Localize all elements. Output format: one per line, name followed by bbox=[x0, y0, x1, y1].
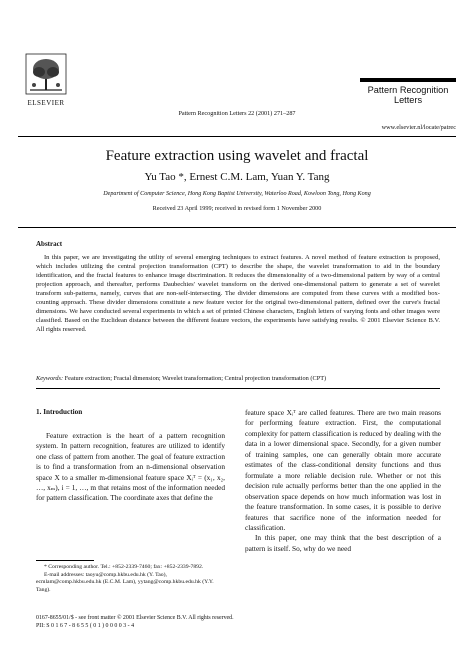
section-heading: 1. Introduction bbox=[36, 408, 83, 416]
intro-paragraph-2: feature space Xᵢᵀ are called features. There are two main reasons for performing feature extraction. First, the computational complexity for pattern classification is reduced by dealing with the data in a lower dimensional space. Secondly, for a given number of training samples, one can generally obtain more accurate estimates of the class-conditional density functions and thus formulate a more reliable decision rule. Whether or not this decision rule actually performs better than the one applied in the observation space depends on how much information was lost in the feature transformation. In some cases, it is possible to derive features that sacrifice none of the information needed for classification. bbox=[245, 408, 441, 532]
journal-reference: Pattern Recognition Letters 22 (2001) 271–287 bbox=[178, 110, 296, 117]
publisher-logo bbox=[20, 52, 72, 107]
elsevier-tree-logo bbox=[24, 52, 68, 98]
keywords bbox=[36, 375, 440, 382]
brand-rule bbox=[360, 78, 456, 82]
footnotes bbox=[36, 564, 225, 594]
left-column bbox=[36, 431, 225, 504]
brand-line1: Pattern Recognition bbox=[367, 85, 449, 95]
footnote-corresponding: * Corresponding author. Tel.: +852-2339-7460; fax: +852-2339-7892. bbox=[44, 564, 204, 570]
publisher-name: ELSEVIER bbox=[27, 99, 65, 107]
author-list: Yu Tao *, Ernest C.M. Lam, Yuan Y. Tang bbox=[144, 171, 330, 183]
journal-url[interactable]: www.elsevier.nl/locate/patrec bbox=[381, 124, 456, 131]
abstract-text: In this paper, we are investigating the utility of several emerging techniques to extract features. A novel method of feature extraction is proposed, which includes utilizing the central projection transformation (CPT) to describe the shape, the wavelet transformation to aid in the boundary identification, and the fractal features to enhance image discrimination. It reduces the dimensionality of a two-dimensional pattern by way of a central projection approach, and thereafter, performs Daubechies' wavelet transform on the derived one-dimensional pattern to generate a set of wavelet transform sub-patterns, namely, curves that are non-self-intersecting. The divider dimensions are computed from these curves with a modified box-counting approach. These divider dimensions constitute a new feature vector for the original two-dimensional pattern, defined over the curve's fractal dimensions. We have conducted several experiments in which a set of printed Chinese characters, English letters of varying fonts and other images were classified. Based on the Euclidean distance between the different feature vectors, the experiments have satisfying results. © 2001 Elsevier Science B.V. All rights reserved. bbox=[36, 254, 440, 334]
intro-paragraph-3: In this paper, one may think that the best description of a pattern is itself. So, why do we need bbox=[245, 533, 441, 553]
keywords-rule bbox=[36, 388, 440, 389]
abstract-rule bbox=[18, 227, 456, 228]
received-dates: Received 23 April 1999; received in revised form 1 November 2000 bbox=[152, 205, 322, 212]
front-matter-line: 0167-8655/01/$ - see front matter © 2001 Elsevier Science B.V. All rights reserved. bbox=[36, 615, 234, 621]
abstract-heading: Abstract bbox=[36, 240, 63, 248]
intro-paragraph-1: Feature extraction is the heart of a pattern recognition system. In pattern recognition, features are utilized to identify one class of pattern from another. The goal of feature extraction is to find a transformation from an n-dimensional observation space X to a smaller m-dimensional feature space Xᵢᵀ = (x₁, x₂, …, xₘ), i = 1, …, m that retains most of the information needed for pattern classification. The coordinate axes that define the bbox=[36, 431, 225, 503]
keywords-text: Feature extraction; Fractal dimension; Wavelet transformation; Central projection transformation (CPT) bbox=[64, 375, 327, 382]
copyright-block bbox=[36, 615, 234, 631]
affiliation: Department of Computer Science, Hong Kong Baptist University, Waterloo Road, Kowloon Tong, Hong Kong bbox=[103, 191, 371, 197]
journal-brand bbox=[360, 78, 456, 105]
right-column bbox=[245, 408, 441, 554]
footnote-rule bbox=[36, 560, 94, 561]
pii-line: PII: S 0 1 6 7 - 8 6 5 5 ( 0 1 ) 0 0 0 0 3 - 4 bbox=[36, 622, 135, 629]
header-rule bbox=[18, 136, 456, 137]
footnote-emails: E-mail addresses: taoyu@comp.hkbu.edu.hk (Y. Tao), ecmlam@comp.hkbu.edu.hk (E.C.M. Lam), yytang@comp.hkbu.edu.hk (Y.Y. Tang). bbox=[36, 571, 214, 593]
paper-title: Feature extraction using wavelet and fractal bbox=[105, 148, 369, 164]
brand-line2: Letters bbox=[393, 95, 423, 105]
keywords-label: Keywords: bbox=[36, 375, 64, 382]
abstract-body bbox=[36, 253, 440, 334]
